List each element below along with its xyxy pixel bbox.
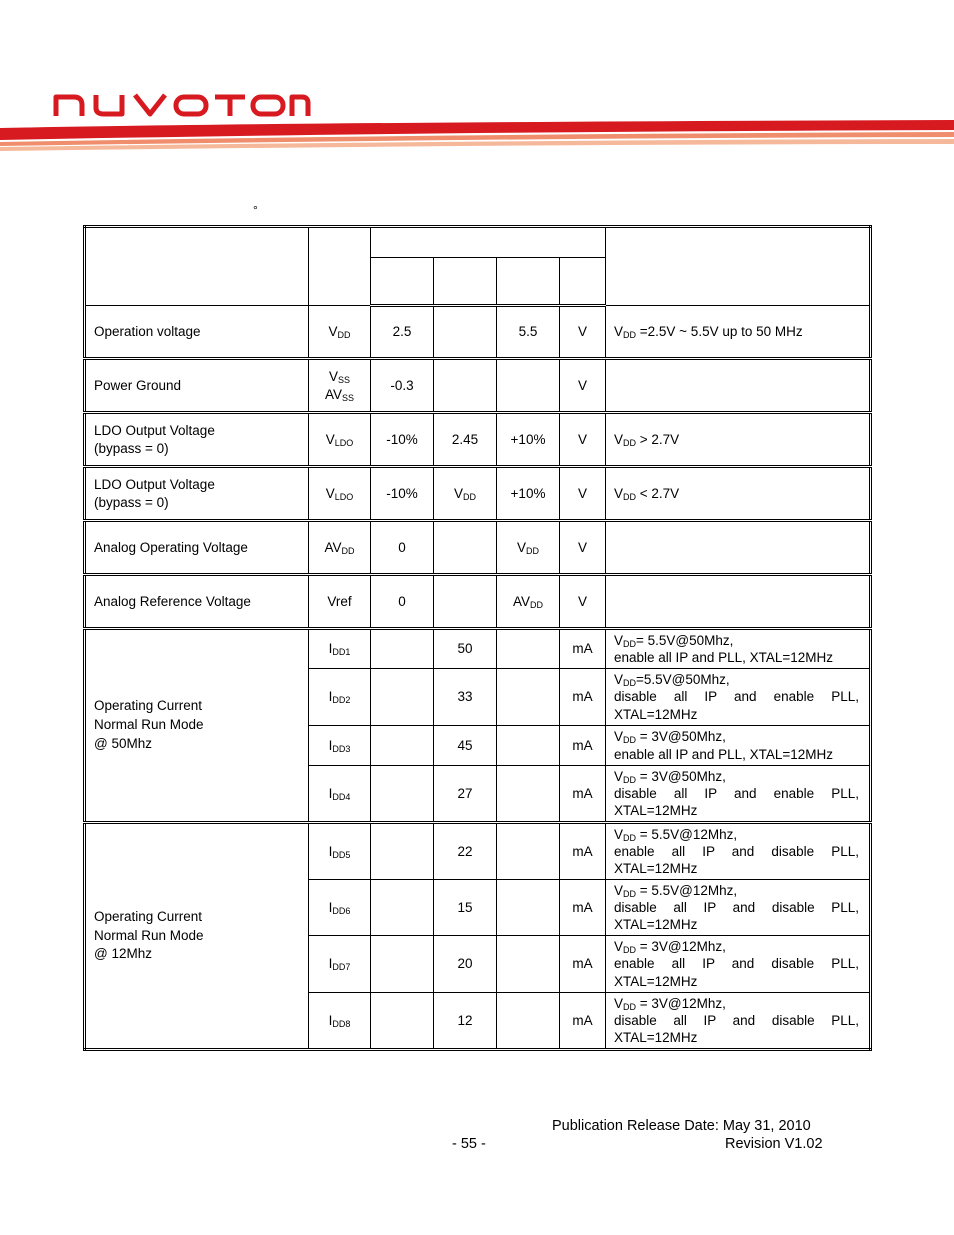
max-cell [497,629,560,669]
table-row [85,306,871,359]
publication-date: Publication Release Date: May 31, 2010 [552,1118,811,1134]
max-cell: $V_{DD}$ [497,521,560,575]
max-cell: +10% [497,467,560,521]
max-cell [497,880,560,936]
symbol-cell: Vref [309,575,371,629]
unit-cell: mA [560,936,606,993]
unit-cell: V [560,359,606,413]
unit-cell: V [560,413,606,467]
min-cell [371,669,434,726]
max-cell: 5.5 [497,306,560,359]
typ-cell: 50 [434,629,497,669]
table-row [85,823,871,880]
typ-cell: 33 [434,669,497,726]
typ-cell [434,575,497,629]
header-min [371,258,434,306]
header-typ [434,258,497,306]
symbol-cell: $I_{DD4}$ [309,766,371,823]
group-label-12mhz: Operating Current Normal Run Mode @ 12Mhz [85,823,309,1050]
typ-cell: 12 [434,993,497,1050]
unit-cell: mA [560,669,606,726]
min-cell [371,823,434,880]
min-cell: 2.5 [371,306,434,359]
condition-cell: $V_{DD}$ = 5.5V@12Mhz, disable all IP and disable PLL, XTAL=12MHz [606,880,871,936]
max-cell: $AV_{DD}$ [497,575,560,629]
typ-cell: 45 [434,726,497,766]
typ-cell: 15 [434,880,497,936]
condition-cell: $V_{DD}$ = 5.5V@12Mhz, enable all IP and disable PLL, XTAL=12MHz [606,823,871,880]
header-parameter [85,227,309,306]
condition-cell: $V_{DD}$ = 3V@12Mhz, disable all IP and disable PLL, XTAL=12MHz [606,993,871,1050]
min-cell [371,766,434,823]
page-number: - 55 - [452,1136,486,1152]
unit-cell: mA [560,629,606,669]
header-symbol [309,227,371,306]
condition-cell: $V_{DD}$ = 3V@50Mhz, disable all IP and enable PLL, XTAL=12MHz [606,766,871,823]
typ-cell [434,306,497,359]
header-max [497,258,560,306]
typ-cell: 22 [434,823,497,880]
symbol-cell: $I_{DD3}$ [309,726,371,766]
min-cell: 0 [371,575,434,629]
min-cell: -0.3 [371,359,434,413]
symbol-cell: $I_{DD8}$ [309,993,371,1050]
symbol-cell: $V_{LDO}$ [309,413,371,467]
unit-cell: V [560,306,606,359]
typ-cell: $V_{DD}$ [434,467,497,521]
table-row [85,467,871,521]
param-cell: Analog Reference Voltage [85,575,309,629]
max-cell [497,766,560,823]
min-cell [371,993,434,1050]
min-cell: -10% [371,467,434,521]
typ-cell: 27 [434,766,497,823]
max-cell [497,823,560,880]
unit-cell: V [560,467,606,521]
header-banner [0,118,954,152]
symbol-cell: $V_{LDO}$ [309,467,371,521]
symbol-cell: $I_{DD7}$ [309,936,371,993]
symbol-cell: $V_{DD}$ [309,306,371,359]
max-cell [497,936,560,993]
symbol-cell: $AV_{DD}$ [309,521,371,575]
min-cell: 0 [371,521,434,575]
param-cell: Analog Operating Voltage [85,521,309,575]
condition-cell: $V_{DD}$ = 3V@50Mhz, enable all IP and PLL, XTAL=12MHz [606,726,871,766]
condition-cell: $V_{DD}=5.5V@50Mhz$, disable all IP and enable PLL, XTAL=12MHz [606,669,871,726]
condition-cell [606,575,871,629]
header-specification [371,227,606,258]
min-cell: -10% [371,413,434,467]
symbol-cell: $I_{DD2}$ [309,669,371,726]
max-cell [497,669,560,726]
unit-cell: V [560,521,606,575]
condition-cell: $V_{DD} =2.5V$ ~ 5.5V up to 50 MHz [606,306,871,359]
condition-cell: $V_{DD} > 2.7V$ [606,413,871,467]
typ-cell: 2.45 [434,413,497,467]
typ-cell: 20 [434,936,497,993]
condition-cell [606,521,871,575]
revision: Revision V1.02 [725,1136,823,1152]
max-cell [497,726,560,766]
typ-cell [434,521,497,575]
condition-cell: $V_{DD}$ = 3V@12Mhz, enable all IP and disable PLL, XTAL=12MHz [606,936,871,993]
degree-mark: ° [253,203,258,217]
group-label-50mhz: Operating Current Normal Run Mode @ 50Mhz [85,629,309,823]
table-row [85,629,871,669]
symbol-cell: $I_{DD5}$ [309,823,371,880]
symbol-cell: $V_{SS}$ $AV_{SS}$ [309,359,371,413]
symbol-cell: $I_{DD6}$ [309,880,371,936]
table-row [85,521,871,575]
condition-cell: $V_{DD}=$ 5.5V@50Mhz, enable all IP and PLL, XTAL=12MHz [606,629,871,669]
unit-cell: mA [560,823,606,880]
header-test-conditions [606,227,871,306]
table-row [85,575,871,629]
typ-cell [434,359,497,413]
min-cell [371,726,434,766]
max-cell [497,993,560,1050]
nuvoton-logo [52,92,312,118]
unit-cell: mA [560,726,606,766]
unit-cell: mA [560,993,606,1050]
condition-cell: $V_{DD} < 2.7V$ [606,467,871,521]
unit-cell: mA [560,766,606,823]
min-cell [371,629,434,669]
param-cell: LDO Output Voltage (bypass = 0) [85,413,309,467]
param-cell: Operation voltage [85,306,309,359]
header-unit [560,258,606,306]
condition-cell [606,359,871,413]
symbol-cell: $I_{DD1}$ [309,629,371,669]
max-cell: +10% [497,413,560,467]
max-cell [497,359,560,413]
electrical-characteristics-table [83,225,872,1051]
min-cell [371,936,434,993]
param-cell: Power Ground [85,359,309,413]
min-cell [371,880,434,936]
table-row [85,413,871,467]
unit-cell: mA [560,880,606,936]
table-row [85,359,871,413]
unit-cell: V [560,575,606,629]
param-cell: LDO Output Voltage (bypass = 0) [85,467,309,521]
